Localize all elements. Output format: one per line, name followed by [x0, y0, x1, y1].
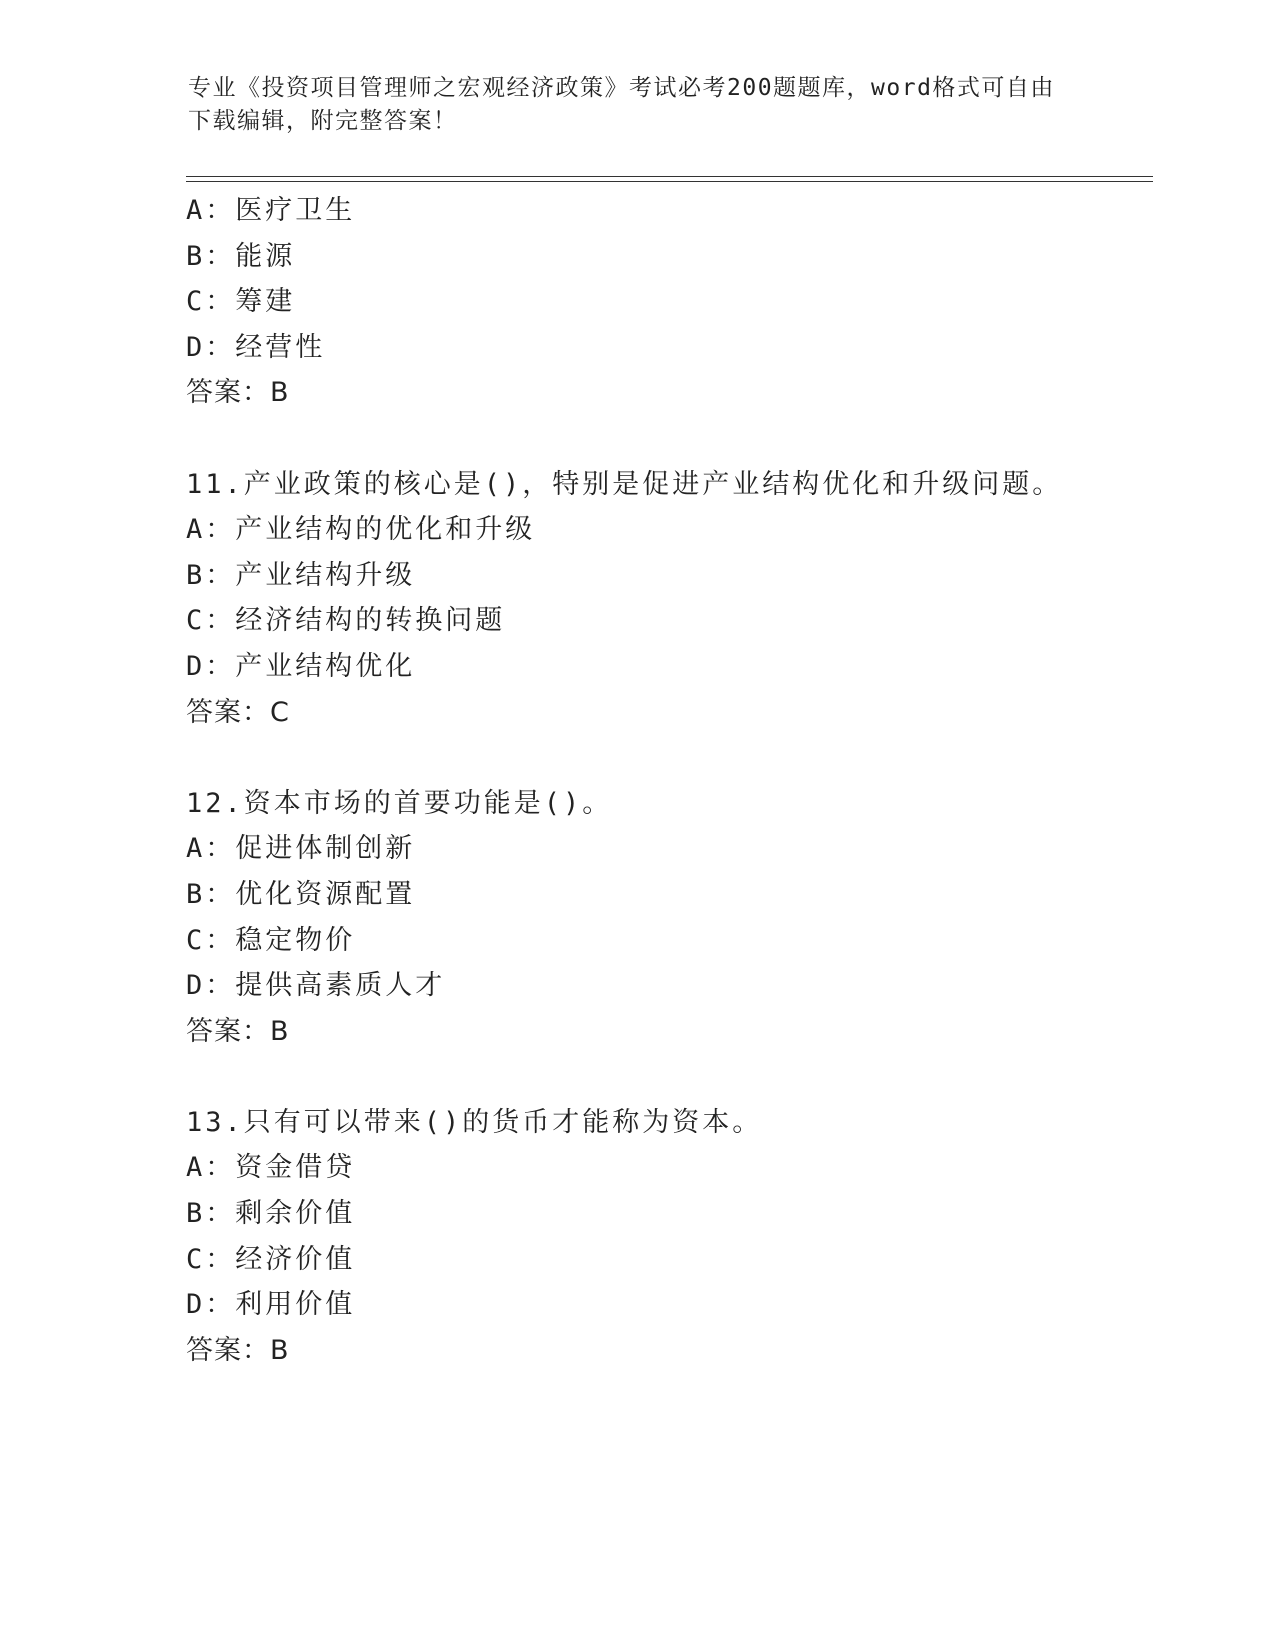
question-block-11: [186, 462, 1146, 736]
header-divider-bottom: [186, 181, 1153, 182]
answer-line: 答案：B: [186, 1015, 290, 1047]
option-a: A：产业结构的优化和升级: [186, 514, 536, 546]
question-text: 12.资本市场的首要功能是()。: [186, 787, 613, 819]
option-a: A：医疗卫生: [186, 195, 356, 226]
option-b: B：能源: [186, 240, 296, 272]
answer-line: 答案：B: [186, 377, 290, 409]
answer-line: 答案：B: [186, 1334, 290, 1366]
question-block-10: [186, 188, 1146, 416]
document-header: [188, 72, 1068, 138]
question-block-12: [186, 781, 1146, 1055]
option-c: C：筹建: [186, 286, 296, 318]
header-line-2: 下载编辑，附完整答案！: [188, 108, 458, 134]
spacer: [186, 1054, 1146, 1100]
option-d: D：经营性: [186, 331, 326, 363]
header-divider-top: [186, 176, 1153, 177]
option-c: C：经济价值: [186, 1243, 356, 1275]
option-c: C：稳定物价: [186, 924, 356, 956]
question-text: 11.产业政策的核心是()，特别是促进产业结构优化和升级问题。: [186, 468, 1063, 500]
option-b: B：产业结构升级: [186, 559, 416, 591]
spacer: [186, 416, 1146, 462]
option-b: B：优化资源配置: [186, 878, 416, 910]
option-c: C：经济结构的转换问题: [186, 605, 506, 637]
option-d: D：产业结构优化: [186, 650, 416, 682]
question-text: 13.只有可以带来()的货币才能称为资本。: [186, 1106, 763, 1138]
option-a: A：促进体制创新: [186, 833, 416, 865]
option-d: D：利用价值: [186, 1289, 356, 1321]
spacer: [186, 735, 1146, 781]
header-line-1: 专业《投资项目管理师之宏观经济政策》考试必考200题题库，word格式可自由: [188, 75, 1055, 101]
question-block-13: [186, 1100, 1146, 1374]
option-b: B：剩余价值: [186, 1198, 356, 1230]
option-a: A：资金借贷: [186, 1152, 356, 1184]
question-list: [186, 188, 1146, 1373]
answer-line: 答案：C: [186, 696, 290, 728]
option-d: D：提供高素质人才: [186, 970, 446, 1002]
